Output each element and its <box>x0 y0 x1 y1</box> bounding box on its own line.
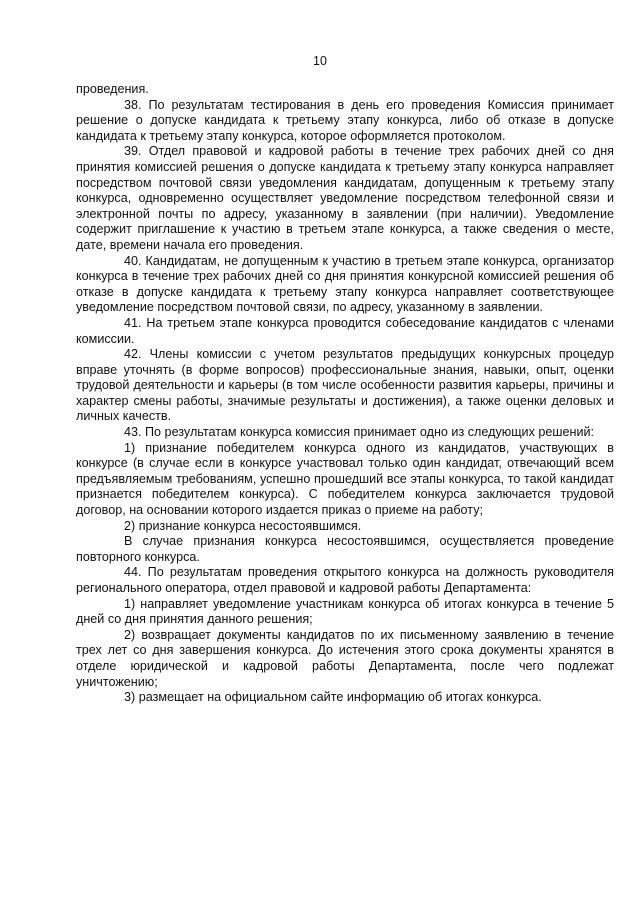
paragraph-44-item-3: 3) размещает на официальном сайте информацию об итогах конкурса. <box>124 690 542 705</box>
document-body <box>76 82 614 706</box>
paragraph-43-item-1: 1) признание победителем конкурса одного из кандидатов, участвующих в конкурсе (в случае если в конкурсе участвовал только один кандидат, отвечающий всем предъявляемым требованиям, успешно прошедший все этапы конкурса, то такой кандидат признается победителем конкурса). С победителем конкурса заключается трудовой договор, на основании которого издается приказ о приеме на работу; <box>76 440 614 518</box>
paragraph-43-item-2: 2) признание конкурса несостоявшимся. <box>124 518 362 533</box>
paragraph-41: 41. На третьем этапе конкурса проводится собеседование кандидатов с членами комиссии. <box>76 315 614 346</box>
paragraph-44: 44. По результатам проведения открытого конкурса на должность руководителя регионального оператора, отдел правовой и кадровой работы Департамента: <box>76 565 614 595</box>
paragraph-44-item-2: 2) возвращает документы кандидатов по их письменному заявлению в течение трех лет со дня завершения конкурса. До истечения этого срока документы хранятся в отделе юридической и кадровой работы Департамента, после чего подлежат уничтожению; <box>76 627 614 689</box>
paragraph-43-note: В случае признания конкурса несостоявшимся, осуществляется проведение повторного конкурса. <box>76 534 614 564</box>
paragraph-44-item-1: 1) направляет уведомление участникам конкурса об итогах конкурса в течение 5 дней со дня принятия данного решения; <box>76 596 614 627</box>
page-number: 10 <box>313 54 327 68</box>
paragraph-38: 38. По результатам тестирования в день его проведения Комиссия принимает решение о допуске кандидата к третьему этапу конкурса, либо об отказе в допуске кандидата к третьему этапу конкурса, которое оформляется протоколом. <box>76 97 614 143</box>
paragraph-43: 43. По результатам конкурса комиссия принимает одно из следующих решений: <box>124 425 595 440</box>
paragraph-39: 39. Отдел правовой и кадровой работы в течение трех рабочих дней со дня принятия комиссией решения о допуске кандидата к третьему этапу конкурса направляет посредством почтовой связи уведомления кандидатам, допущенным к третьему этапу конкурса, одновременно осуществляет уведомление посредством телефонной связи и электронной почты по адресу, указанному в заявлении (при наличии). Уведомление содержит приглашение к участию в третьем этапе конкурса, а также сведения о месте, дате, времени начала его проведения. <box>76 144 614 252</box>
paragraph-42: 42. Члены комиссии с учетом результатов предыдущих конкурсных процедур вправе уточнять (в форме вопросов) профессиональные знания, навыки, опыт, оценки трудовой деятельности и карьеры (в том числе особенности развития карьеры, причины и характер смены работы, значимые результаты и достижения), а также оценки деловых и личных качеств. <box>76 347 614 424</box>
paragraph-40: 40. Кандидатам, не допущенным к участию в третьем этапе конкурса, организатор конкурса в течение трех рабочих дней со дня принятия конкурсной комиссией решения об отказе в допуске кандидата к третьему этапу конкурса направляет соответствующее уведомление посредством почтовой связи, по адресу, указанному в заявлении. <box>76 253 614 315</box>
paragraph-continuation: проведения. <box>76 82 149 96</box>
